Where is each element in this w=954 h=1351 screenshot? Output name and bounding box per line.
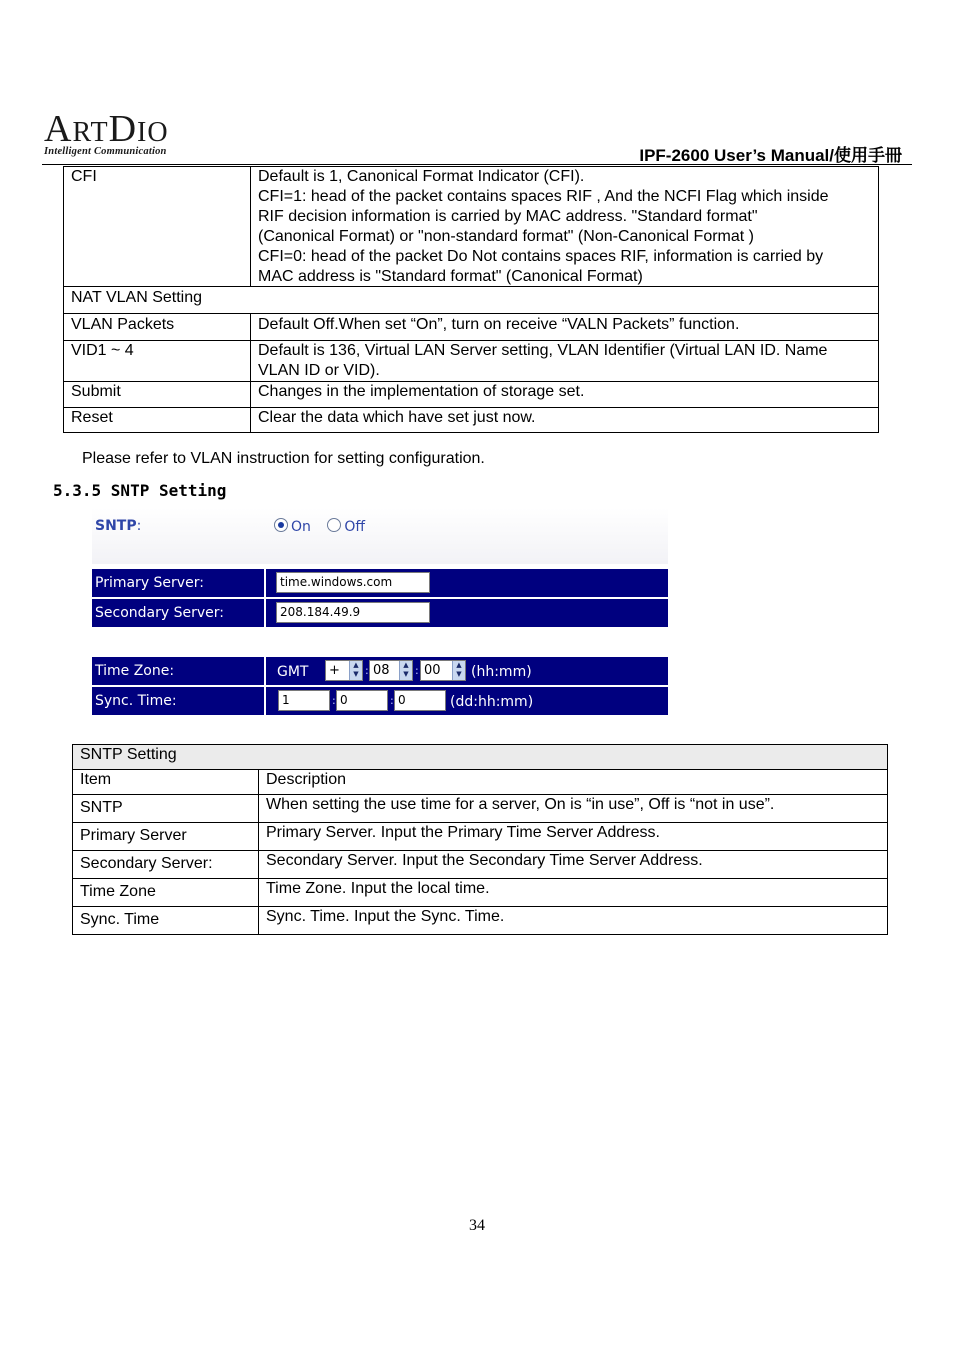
sntp-settings-screenshot [92, 508, 668, 718]
table-cell-desc [251, 167, 879, 287]
page-number: 34 [469, 1217, 485, 1234]
table-row [73, 879, 888, 907]
sync-days-input[interactable]: 1 [278, 690, 330, 711]
table-cell-desc [251, 341, 879, 382]
table-cell-item: VLAN Packets [64, 314, 251, 341]
table-title-row [73, 745, 888, 770]
spinner-arrows-icon[interactable]: ▲ ▼ [399, 661, 412, 680]
table-cell-desc: When setting the use time for a server, On is “in use”, Off is “not in use”. [259, 795, 888, 823]
desc-line: Default is 136, Virtual LAN Server setting, VLAN Identifier (Virtual LAN ID. Name [258, 342, 828, 359]
sntp-radio-group [274, 518, 377, 535]
radio-checked-icon[interactable] [274, 518, 288, 532]
vlan-reference-note: Please refer to VLAN instruction for setting configuration. [82, 450, 485, 467]
radio-unchecked-icon[interactable] [327, 518, 341, 532]
section-heading: 5.3.5 SNTP Setting [53, 481, 227, 500]
sntp-label: SNTP: [95, 518, 142, 534]
sync-time-row [92, 687, 668, 715]
table-cell-item: Sync. Time [73, 907, 259, 935]
desc-line: VLAN ID or VID). [258, 362, 380, 379]
desc-line: (Canonical Format) or "non-standard format" (Non-Canonical Format ) [258, 228, 754, 245]
table-cell-desc: Changes in the implementation of storage set. [251, 382, 879, 408]
desc-line: Default is 1, Canonical Format Indicator (CFI). [258, 168, 585, 185]
gmt-label: GMT [277, 664, 309, 680]
table-section-row [64, 287, 879, 314]
table-cell-item: VID1 ~ 4 [64, 341, 251, 382]
table-cell-item: Primary Server [73, 823, 259, 851]
desc-line: CFI=1: head of the packet contains spaces RIF , And the NCFI Flag which inside [258, 188, 829, 205]
table-cell-item: Secondary Server: [73, 851, 259, 879]
column-header-description: Description [259, 770, 888, 795]
table-cell-desc: Secondary Server. Input the Secondary Time Server Address. [259, 851, 888, 879]
time-zone-label: Time Zone: [92, 657, 264, 685]
table-cell-item: Time Zone [73, 879, 259, 907]
table-row [64, 314, 879, 341]
tz-minute-select[interactable]: 00 ▲ ▼ [420, 660, 466, 681]
sntp-off-radio[interactable]: Off [327, 519, 365, 535]
sync-minutes-input[interactable]: 0 [394, 690, 446, 711]
secondary-server-label: Secondary Server: [92, 599, 264, 627]
spinner-arrows-icon[interactable]: ▲ ▼ [452, 661, 465, 680]
tz-hour-select[interactable]: 08 ▲ ▼ [369, 660, 413, 681]
table-row [73, 851, 888, 879]
separator: : [332, 694, 336, 707]
logo-wordmark: ARTDIO [44, 108, 169, 150]
manual-title: IPF-2600 User’s Manual/使用手冊 [639, 146, 902, 165]
table-cell-item: Submit [64, 382, 251, 408]
table-row [73, 907, 888, 935]
tz-sign-select[interactable]: + ▲ ▼ [325, 660, 363, 681]
sync-time-label: Sync. Time: [92, 687, 264, 715]
sntp-toggle-row [92, 508, 668, 564]
desc-line: CFI=0: head of the packet Do Not contains spaces RIF, information is carried by [258, 248, 824, 265]
table-row [64, 408, 879, 433]
table-cell-item: CFI [64, 167, 251, 287]
sntp-settings-table [72, 744, 888, 935]
sntp-on-radio[interactable]: On [274, 519, 311, 535]
table-section-title: NAT VLAN Setting [64, 287, 879, 314]
table-header-row [73, 770, 888, 795]
table-title: SNTP Setting [73, 745, 888, 770]
secondary-server-row [92, 599, 668, 627]
primary-server-label: Primary Server: [92, 569, 264, 597]
separator: : [415, 664, 419, 677]
table-cell-item: SNTP [73, 795, 259, 823]
desc-line: MAC address is "Standard format" (Canonical Format) [258, 268, 643, 285]
separator: : [390, 694, 394, 707]
spinner-arrows-icon[interactable]: ▲ ▼ [349, 661, 362, 680]
separator: : [365, 664, 369, 677]
column-header-item: Item [73, 770, 259, 795]
primary-server-row [92, 569, 668, 597]
table-row [64, 341, 879, 382]
tz-unit-label: (hh:mm) [471, 664, 532, 680]
sync-hours-input[interactable]: 0 [336, 690, 388, 711]
table-cell-desc: Default Off.When set “On”, turn on receive “VALN Packets” function. [251, 314, 879, 341]
vlan-settings-table [63, 166, 879, 433]
table-row [73, 795, 888, 823]
table-row [64, 382, 879, 408]
table-cell-desc: Time Zone. Input the local time. [259, 879, 888, 907]
primary-server-input[interactable]: time.windows.com [276, 572, 430, 593]
table-row [64, 167, 879, 287]
artdio-logo [44, 110, 176, 160]
desc-line: RIF decision information is carried by MAC address. "Standard format" [258, 208, 758, 225]
table-cell-desc: Sync. Time. Input the Sync. Time. [259, 907, 888, 935]
table-row [73, 823, 888, 851]
time-zone-row [92, 657, 668, 685]
table-cell-desc: Primary Server. Input the Primary Time Server Address. [259, 823, 888, 851]
logo-tagline: Intelligent Communication [44, 146, 167, 157]
table-cell-desc: Clear the data which have set just now. [251, 408, 879, 433]
header-divider [42, 164, 912, 165]
sync-unit-label: (dd:hh:mm) [450, 694, 534, 710]
table-cell-item: Reset [64, 408, 251, 433]
secondary-server-input[interactable]: 208.184.49.9 [276, 602, 430, 623]
